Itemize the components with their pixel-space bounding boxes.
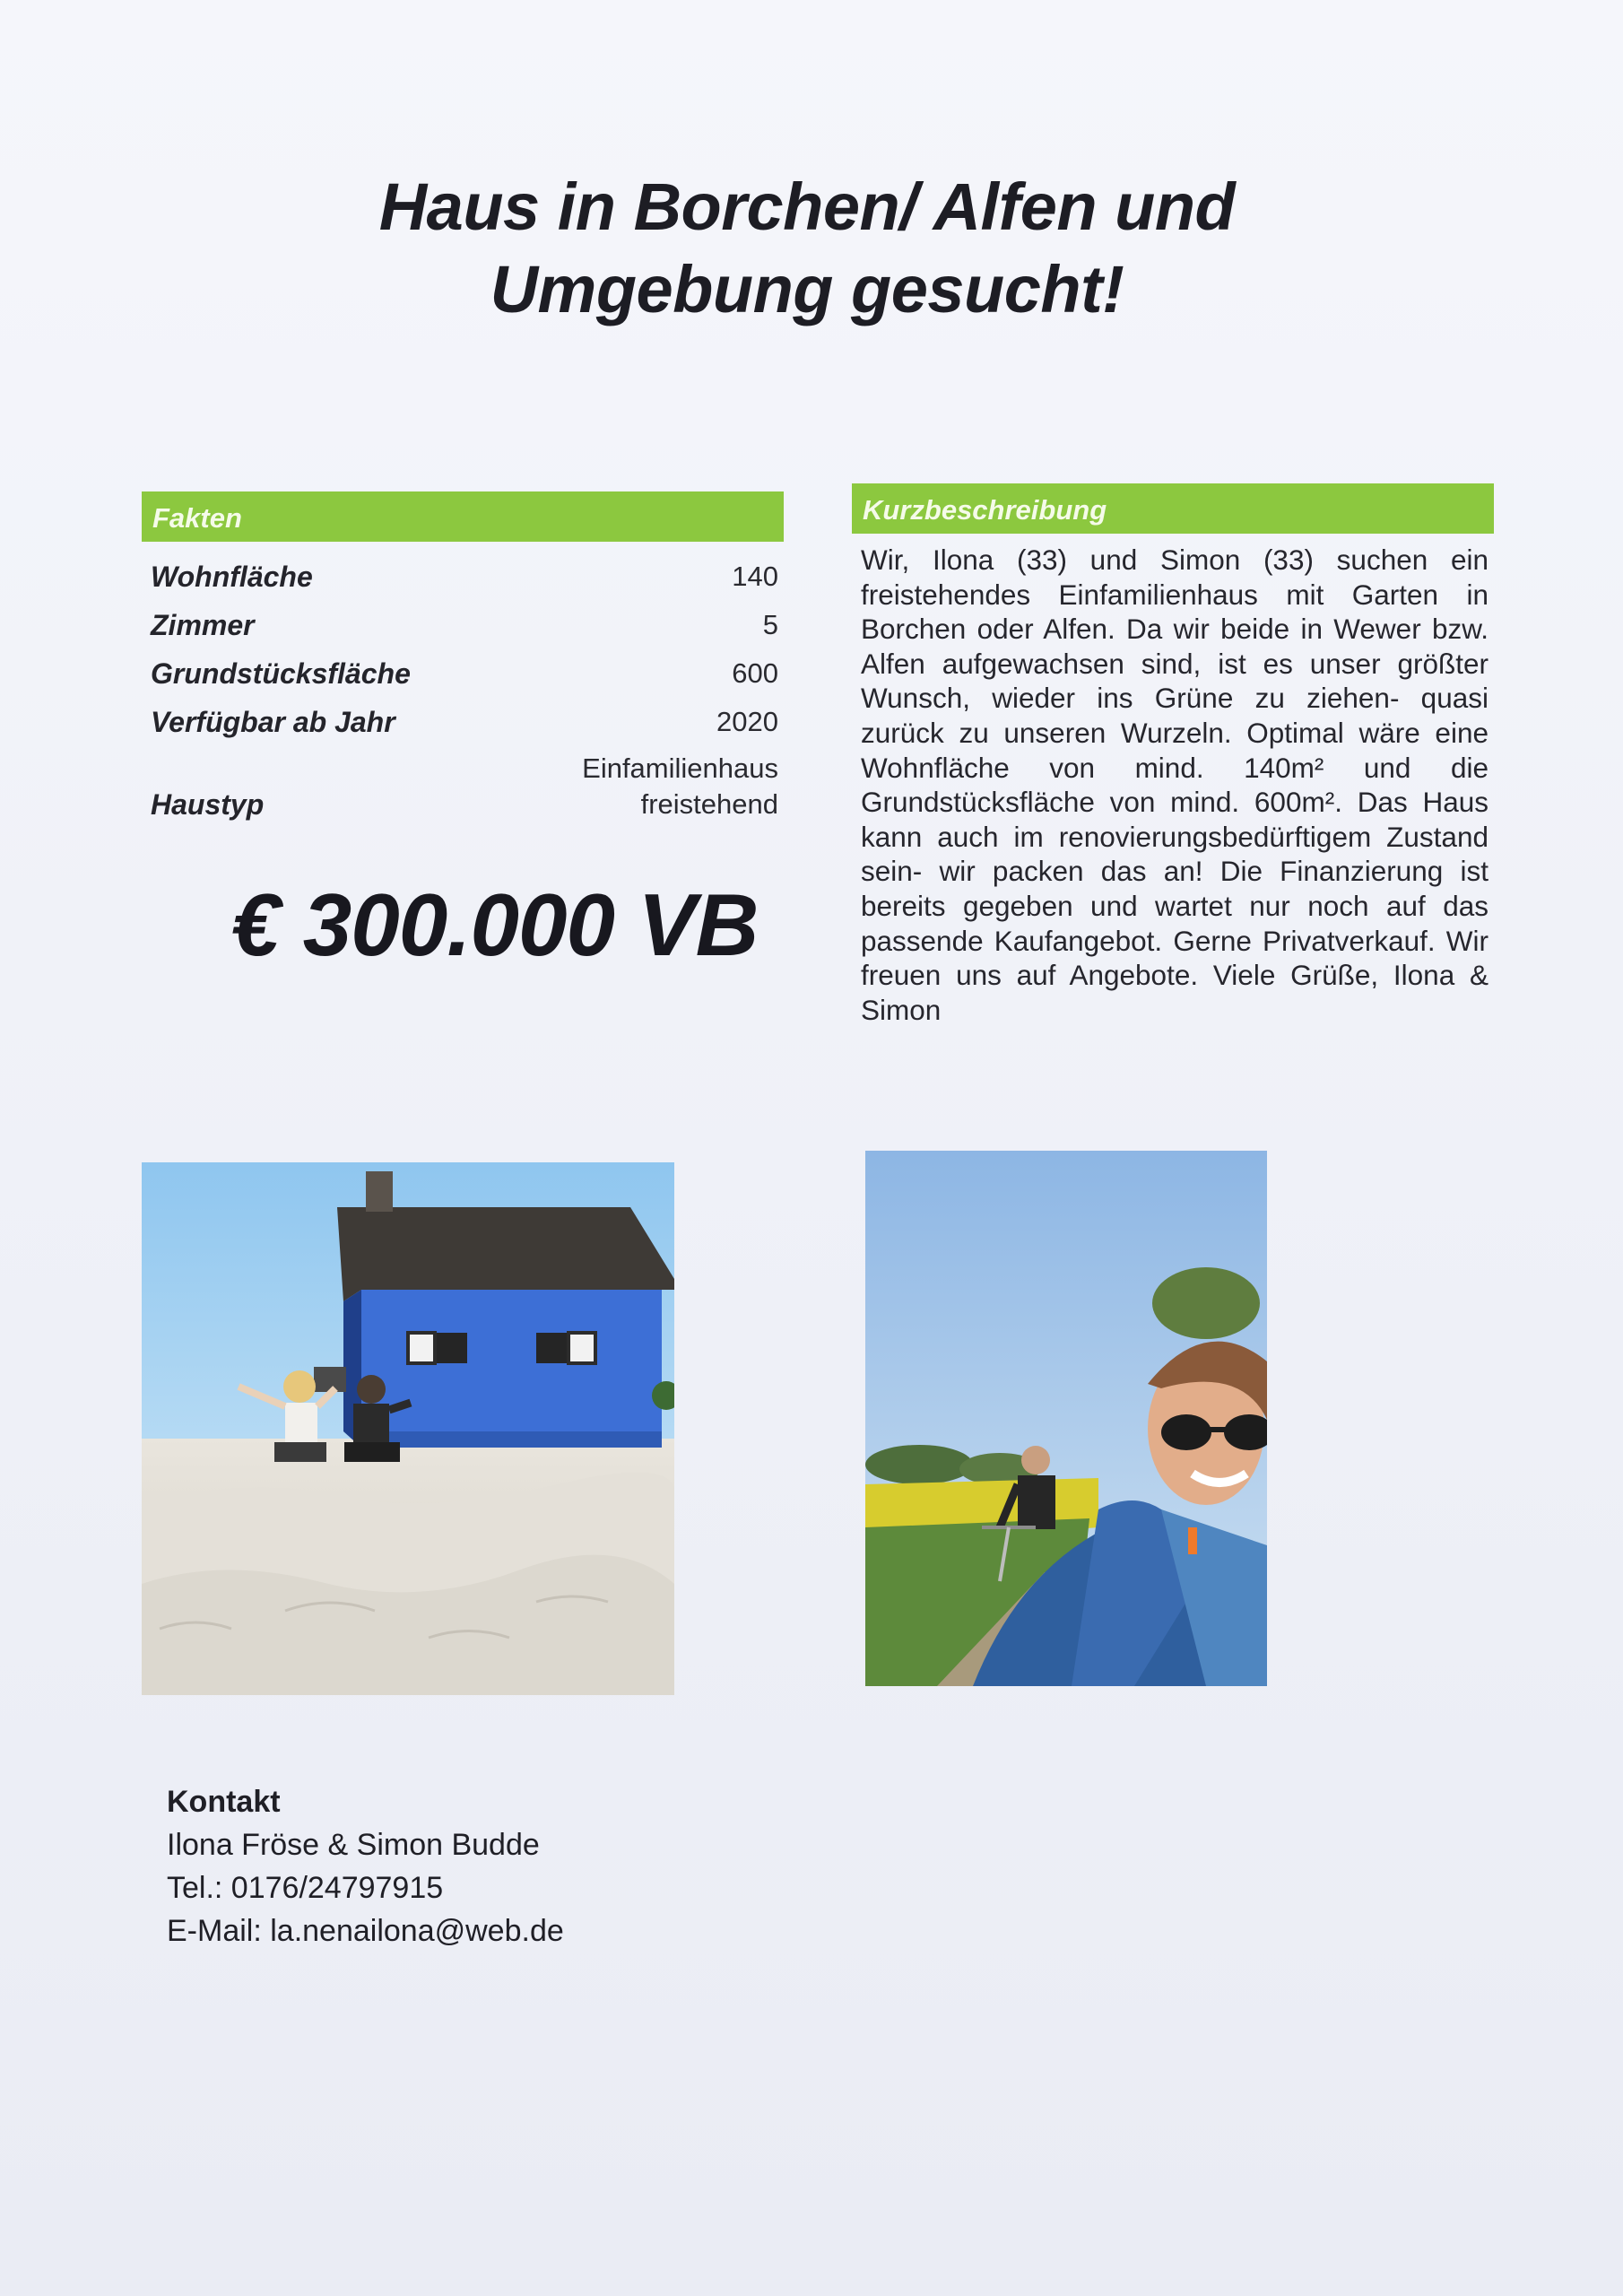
fact-value-line-2: freistehend: [640, 788, 778, 820]
fact-label: Haustyp: [151, 788, 265, 821]
contact-phone: Tel.: 0176/24797915: [167, 1871, 444, 1905]
contact-heading: Kontakt: [167, 1785, 281, 1819]
contact-names: Ilona Fröse & Simon Budde: [167, 1828, 540, 1862]
title-line-2: Umgebung gesucht!: [490, 252, 1124, 326]
description-header: Kurzbeschreibung: [852, 483, 1494, 534]
fact-value: 600: [732, 657, 778, 689]
fact-label: Verfügbar ab Jahr: [151, 706, 395, 738]
description-text: Wir, Ilona (33) und Simon (33) suchen ein freistehendes Einfamilienhaus mit Garten in Borchen oder Alfen. Da wir beide in Wewer bzw. Alfen aufgewachsen sind, ist es unser größter Wunsch, wieder ins Grüne zu ziehen- quasi zurück zu unseren Wurzeln. Optimal wäre eine Wohnfläche von mind. 140m² und die Grundstücksfläche von mind. 600m². Das Haus kann auch im renovierungsbedürftigem Zustand sein- wir packen das an! Die Finanzierung ist bereits gegeben und wartet nur noch auf das passende Kaufangebot. Gerne Privatverkauf. Wir freuen uns auf Angebote. Viele Grüße, Ilona & Simon: [861, 544, 1488, 1026]
fact-row-wohnflaeche: [142, 552, 784, 600]
fact-row-haustyp: [142, 745, 784, 831]
fact-label: Wohnfläche: [151, 561, 313, 593]
fact-value-line-1: Einfamilienhaus: [582, 752, 778, 784]
facts-table: [142, 552, 784, 831]
fact-label: Zimmer: [151, 609, 255, 641]
fact-row-zimmer: [142, 600, 784, 648]
fact-row-verfuegbar: [142, 697, 784, 745]
price: € 300.000 VB: [231, 875, 759, 974]
title-line-1: Haus in Borchen/ Alfen und: [378, 170, 1236, 244]
fact-row-grundstuecksflaeche: [142, 648, 784, 697]
facts-header: Fakten: [142, 491, 784, 542]
selfie-photo: [865, 1151, 1267, 1686]
contact-block: [167, 1780, 564, 1952]
beach-house-photo: [142, 1162, 674, 1695]
fact-value: 2020: [716, 706, 778, 737]
page-title: [269, 166, 1345, 331]
fact-label: Grundstücksfläche: [151, 657, 411, 690]
contact-email: E-Mail: la.nenailona@web.de: [167, 1914, 564, 1948]
fact-value: 140: [732, 561, 778, 592]
fact-value-multiline: [582, 751, 778, 822]
fact-value: 5: [762, 609, 778, 640]
